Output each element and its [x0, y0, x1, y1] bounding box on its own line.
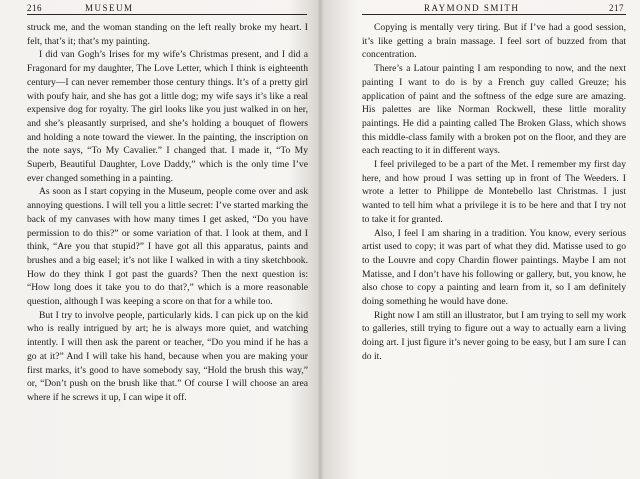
paragraph: I feel privileged to be a part of the Met. I remember my first day here, and how proud I was setting up in front of The Weeders. I wrote a letter to Philippe de Montebello last Christmas. I just wanted to tell him what a privilege it is to be here and that I try not to take it for granted. — [362, 159, 626, 225]
left-page — [0, 0, 318, 479]
left-page-body — [27, 21, 308, 405]
right-header-rule — [362, 14, 626, 15]
paragraph: Also, I feel I am sharing in a tradition. You know, every serious artist used to copy; it was part of what they did. Matisse used to go to the Louvre and copy Chardin flower paintings. Maybe I am not Matisse, and I don’t have his following or gallery, but, you know, he also chose to copy a painting and learn from it, so I am definitely doing something he would have done. — [362, 227, 626, 308]
left-running-head: MUSEUM — [85, 3, 134, 13]
right-running-head: RAYMOND SMITH — [424, 3, 520, 13]
paragraph: Copying is mentally very tiring. But if I’ve had a good session, it’s like getting a brain massage. I feel sort of buzzed from that concentration. — [362, 22, 626, 61]
paragraph: As soon as I start copying in the Museum, people come over and ask annoying questions. I will tell you a little secret: I’ve started marking the back of my canvases with how many times I get asked, “Do you have permission to do this?” or some variation of that. I look at them, and I think, “Are you that stupid?” I have got all this apparatus, paints and brushes and a big easel; it’s not like I walked in with a tiny sketchbook. How do they think I got past the guards? Then the next question is: “How long does it take you to do that?,” which is a more reasonable question, although I was keeping a score on that for a while too. — [27, 186, 308, 308]
left-header-rule — [27, 14, 307, 15]
right-page-number: 217 — [609, 3, 624, 13]
left-page-number: 216 — [27, 3, 42, 13]
paragraph: But I try to involve people, particularly kids. I can pick up on the kid who is really intrigued by art; he is always more quiet, and watching intently. I will then ask the parent or teacher, “Do you mind if he has a go at it?” And I will take his hand, because when you are making your first marks, it’s good to have somebody say, “Hold the brush this way,” or, “Don’t push on the brush like that.” Of course I will choose an area where if he screws it up, I can wipe it off. — [27, 309, 308, 403]
paragraph: Right now I am still an illustrator, but I am trying to sell my work to galleries, still trying to figure out a way to actually earn a living doing art. I just figure it’s never going to be easy, but I am sure I can do it. — [362, 309, 626, 362]
paragraph: There’s a Latour painting I am responding to now, and the next painting I want to do is by a French guy called Greuze; his application of paint and the softness of the edge sure are amazing. His palettes are like Norman Rockwell, these little morality paintings. He did a painting called The Broken Glass, which shows this middle-class family with a broken pot on the floor, and they are each reacting to it in different ways. — [362, 63, 626, 157]
right-page-body — [362, 21, 626, 364]
paragraph: struck me, and the woman standing on the left really broke my heart. I felt, that’s it; that’s my painting. — [27, 22, 308, 47]
paragraph: I did van Gogh’s Irises for my wife’s Christmas present, and I did a Fragonard for my daughter, The Love Letter, which I think is eighteenth century—I can never remember those century things. It’s of a pretty girl with poufy hair, and she has got a little dog; my wife says it’s like a real expensive dog for royalty. The girl looks like you just walked in on her, and she’s pleasantly surprised, and she’s holding a bouquet of flowers and holding a note toward the viewer. In the painting, the inscription on the note says, “To My Cavalier.” I changed that. I made it, “To My Superb, Beautiful Daughter, Love Daddy,” which is the only time I’ve ever changed something in a painting. — [27, 49, 308, 184]
right-page — [322, 0, 640, 479]
